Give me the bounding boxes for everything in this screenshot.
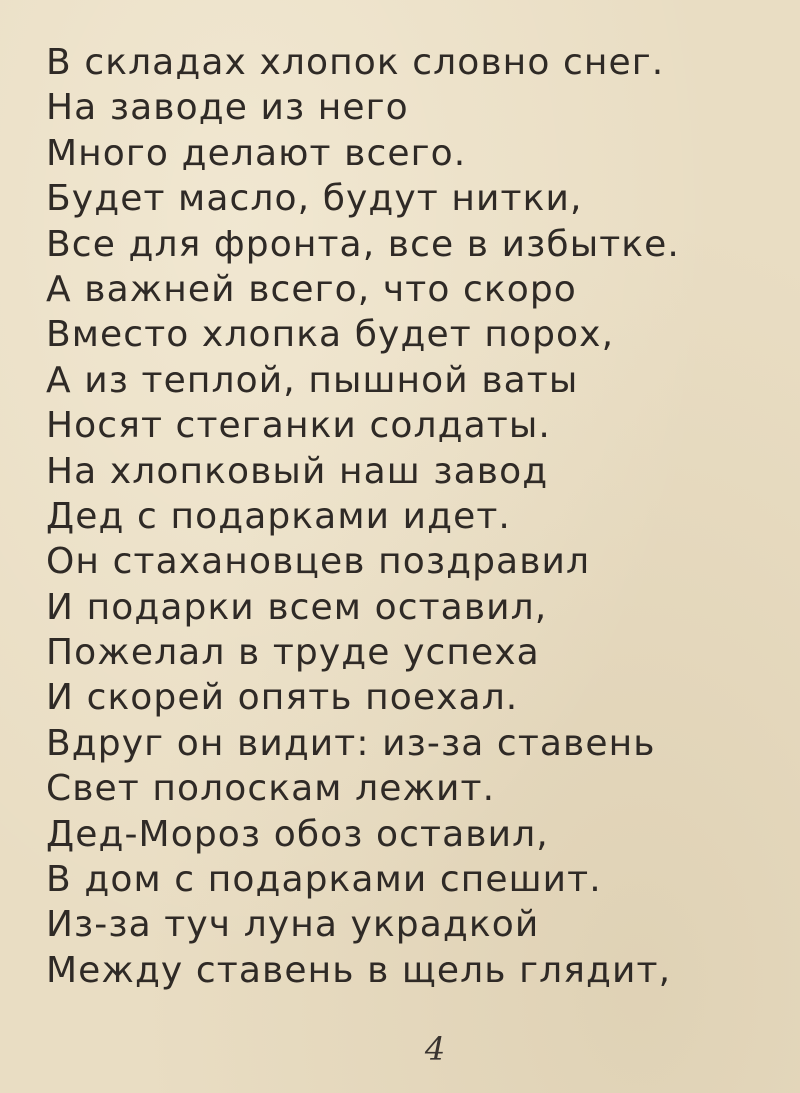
poem-line: Дед с подарками идет. [46, 495, 511, 537]
poem-line: Носят стеганки солдаты. [46, 405, 551, 447]
poem-line: Вместо хлопка будет порох, [46, 314, 615, 356]
poem-line: Много делают всего. [46, 132, 467, 174]
poem-line: Вдруг он видит: из-за ставень [46, 722, 656, 764]
poem-line: Между ставень в щель глядит, [46, 949, 672, 991]
poem-line: Пожелал в труде успеха [46, 632, 540, 674]
poem-line: И скорей опять поехал. [46, 677, 519, 719]
poem-line: На хлопковый наш завод [46, 450, 549, 492]
poem-text [46, 40, 776, 993]
poem-line: Из-за туч луна украдкой [46, 904, 540, 946]
poem-line: В дом с подарками спешит. [46, 859, 602, 901]
poem-line: Свет полоскам лежит. [46, 768, 496, 810]
poem-line: Он стахановцев поздравил [46, 541, 591, 583]
poem-line: А важней всего, что скоро [46, 268, 577, 310]
poem-line: А из теплой, пышной ваты [46, 359, 579, 401]
poem-line: На заводе из него [46, 87, 409, 129]
poem-line: И подарки всем оставил, [46, 586, 548, 628]
poem-line: В складах хлопок словно снег. [46, 42, 665, 83]
poem-line: Все для фронта, все в избытке. [46, 223, 680, 265]
poem-line: Будет масло, будут нитки, [46, 178, 583, 220]
page-number: 4 [424, 1030, 446, 1068]
poem-line: Дед-Мороз обоз оставил, [46, 813, 549, 855]
